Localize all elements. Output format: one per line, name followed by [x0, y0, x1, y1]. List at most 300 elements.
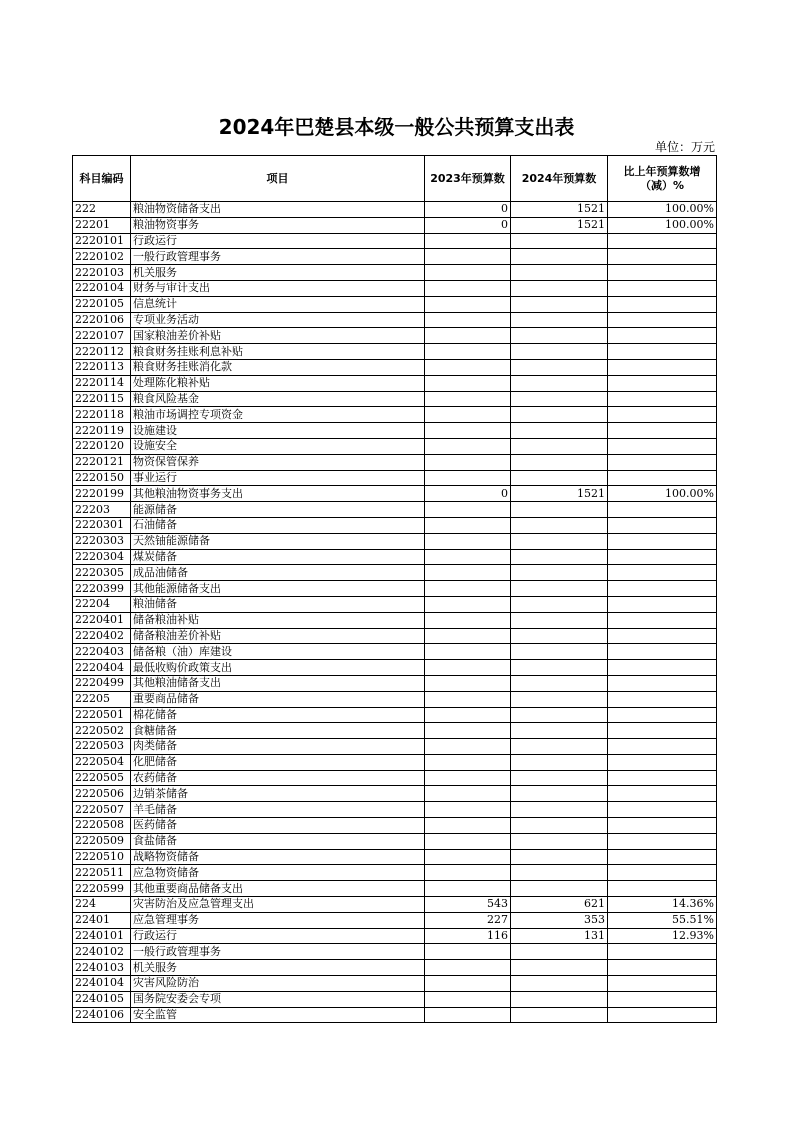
cell-item-name: 机关服务 — [131, 960, 425, 976]
cell-budget-2024 — [511, 612, 608, 628]
table-row — [73, 502, 717, 518]
table-row — [73, 202, 717, 218]
cell-budget-2024 — [511, 596, 608, 612]
table-row — [73, 391, 717, 407]
table-row — [73, 865, 717, 881]
cell-budget-2023 — [425, 423, 511, 439]
cell-change-pct — [608, 312, 717, 328]
cell-budget-2024: 1521 — [511, 202, 608, 218]
cell-budget-2024 — [511, 991, 608, 1007]
table-row — [73, 280, 717, 296]
table-row — [73, 375, 717, 391]
unit-label: 单位：万元 — [654, 140, 715, 154]
cell-code: 2220114 — [73, 375, 131, 391]
table-row — [73, 960, 717, 976]
cell-item-name: 食盐储备 — [131, 833, 425, 849]
cell-item-name: 粮食财务挂账利息补贴 — [131, 344, 425, 360]
cell-code: 2220104 — [73, 280, 131, 296]
cell-change-pct — [608, 1007, 717, 1023]
cell-change-pct — [608, 976, 717, 992]
cell-budget-2024 — [511, 328, 608, 344]
cell-budget-2024 — [511, 502, 608, 518]
cell-item-name: 设施安全 — [131, 438, 425, 454]
cell-budget-2023 — [425, 644, 511, 660]
table-row — [73, 407, 717, 423]
cell-item-name: 财务与审计支出 — [131, 280, 425, 296]
table-row — [73, 233, 717, 249]
cell-budget-2023 — [425, 549, 511, 565]
table-row — [73, 628, 717, 644]
cell-budget-2024 — [511, 833, 608, 849]
cell-code: 2220506 — [73, 786, 131, 802]
header-code: 科目编码 — [73, 156, 131, 202]
cell-code: 2220118 — [73, 407, 131, 423]
cell-change-pct: 100.00% — [608, 486, 717, 502]
cell-change-pct — [608, 691, 717, 707]
cell-item-name: 安全监管 — [131, 1007, 425, 1023]
cell-budget-2024 — [511, 1007, 608, 1023]
cell-budget-2023 — [425, 1007, 511, 1023]
cell-budget-2024 — [511, 675, 608, 691]
cell-code: 2220150 — [73, 470, 131, 486]
header-item: 项目 — [131, 156, 425, 202]
cell-item-name: 储备粮油差价补贴 — [131, 628, 425, 644]
cell-budget-2023 — [425, 296, 511, 312]
table-row — [73, 754, 717, 770]
cell-change-pct — [608, 423, 717, 439]
cell-budget-2024 — [511, 802, 608, 818]
cell-code: 2220119 — [73, 423, 131, 439]
cell-code: 2220120 — [73, 438, 131, 454]
cell-budget-2024 — [511, 707, 608, 723]
cell-item-name: 国家粮油差价补贴 — [131, 328, 425, 344]
cell-change-pct — [608, 960, 717, 976]
cell-item-name: 肉类储备 — [131, 739, 425, 755]
cell-item-name: 化肥储备 — [131, 754, 425, 770]
cell-budget-2024 — [511, 265, 608, 281]
cell-budget-2023 — [425, 802, 511, 818]
cell-item-name: 棉花储备 — [131, 707, 425, 723]
cell-code: 2220107 — [73, 328, 131, 344]
cell-budget-2024 — [511, 233, 608, 249]
cell-item-name: 灾害防治及应急管理支出 — [131, 897, 425, 913]
cell-item-name: 其他重要商品储备支出 — [131, 881, 425, 897]
cell-budget-2024 — [511, 865, 608, 881]
cell-budget-2024 — [511, 359, 608, 375]
cell-budget-2024 — [511, 660, 608, 676]
cell-change-pct — [608, 438, 717, 454]
cell-code: 2220106 — [73, 312, 131, 328]
cell-code: 2220401 — [73, 612, 131, 628]
table-row — [73, 802, 717, 818]
table-body — [73, 202, 717, 1023]
cell-budget-2024 — [511, 423, 608, 439]
cell-budget-2023 — [425, 723, 511, 739]
cell-code: 2220505 — [73, 770, 131, 786]
cell-budget-2024 — [511, 391, 608, 407]
cell-code: 2220502 — [73, 723, 131, 739]
cell-item-name: 事业运行 — [131, 470, 425, 486]
cell-budget-2024 — [511, 723, 608, 739]
cell-budget-2023 — [425, 375, 511, 391]
cell-item-name: 粮油物资事务 — [131, 217, 425, 233]
cell-item-name: 粮油储备 — [131, 596, 425, 612]
cell-code: 2220403 — [73, 644, 131, 660]
table-row — [73, 881, 717, 897]
table-row — [73, 533, 717, 549]
cell-item-name: 食糖储备 — [131, 723, 425, 739]
cell-change-pct: 14.36% — [608, 897, 717, 913]
cell-item-name: 行政运行 — [131, 233, 425, 249]
cell-item-name: 处理陈化粮补贴 — [131, 375, 425, 391]
cell-budget-2024 — [511, 344, 608, 360]
table-row — [73, 1007, 717, 1023]
cell-change-pct — [608, 233, 717, 249]
cell-code: 2240102 — [73, 944, 131, 960]
cell-budget-2024 — [511, 849, 608, 865]
cell-change-pct — [608, 454, 717, 470]
cell-budget-2023 — [425, 991, 511, 1007]
cell-budget-2024: 1521 — [511, 217, 608, 233]
table-row — [73, 707, 717, 723]
cell-item-name: 储备粮（油）库建设 — [131, 644, 425, 660]
cell-budget-2023 — [425, 565, 511, 581]
cell-budget-2024 — [511, 454, 608, 470]
cell-code: 224 — [73, 897, 131, 913]
cell-code: 2220112 — [73, 344, 131, 360]
cell-budget-2023 — [425, 770, 511, 786]
cell-item-name: 粮食风险基金 — [131, 391, 425, 407]
cell-budget-2023 — [425, 596, 511, 612]
cell-budget-2024 — [511, 881, 608, 897]
cell-change-pct — [608, 407, 717, 423]
cell-change-pct — [608, 644, 717, 660]
cell-budget-2023 — [425, 960, 511, 976]
cell-item-name: 储备粮油补贴 — [131, 612, 425, 628]
cell-budget-2023 — [425, 612, 511, 628]
cell-change-pct: 100.00% — [608, 202, 717, 218]
cell-item-name: 粮食财务挂账消化款 — [131, 359, 425, 375]
cell-code: 2220510 — [73, 849, 131, 865]
table-row — [73, 454, 717, 470]
cell-code: 2220402 — [73, 628, 131, 644]
cell-code: 2240103 — [73, 960, 131, 976]
cell-item-name: 设施建设 — [131, 423, 425, 439]
cell-item-name: 国务院安委会专项 — [131, 991, 425, 1007]
cell-code: 2220599 — [73, 881, 131, 897]
cell-code: 22203 — [73, 502, 131, 518]
table-row — [73, 944, 717, 960]
cell-change-pct — [608, 296, 717, 312]
cell-code: 2220508 — [73, 818, 131, 834]
table-row — [73, 296, 717, 312]
cell-budget-2024 — [511, 786, 608, 802]
cell-budget-2024 — [511, 628, 608, 644]
table-row — [73, 849, 717, 865]
cell-item-name: 煤炭储备 — [131, 549, 425, 565]
cell-budget-2023 — [425, 628, 511, 644]
cell-change-pct — [608, 533, 717, 549]
cell-budget-2024 — [511, 691, 608, 707]
cell-item-name: 专项业务活动 — [131, 312, 425, 328]
cell-change-pct — [608, 739, 717, 755]
cell-item-name: 能源储备 — [131, 502, 425, 518]
cell-item-name: 成品油储备 — [131, 565, 425, 581]
cell-code: 2220303 — [73, 533, 131, 549]
cell-code: 2220503 — [73, 739, 131, 755]
header-budget-2024: 2024年预算数 — [511, 156, 608, 202]
cell-change-pct — [608, 265, 717, 281]
cell-change-pct — [608, 391, 717, 407]
cell-code: 22204 — [73, 596, 131, 612]
table-row — [73, 438, 717, 454]
cell-budget-2024 — [511, 375, 608, 391]
table-row — [73, 359, 717, 375]
cell-budget-2024 — [511, 818, 608, 834]
cell-budget-2024 — [511, 754, 608, 770]
cell-change-pct: 12.93% — [608, 928, 717, 944]
cell-budget-2024 — [511, 960, 608, 976]
cell-budget-2023 — [425, 660, 511, 676]
cell-code: 2220305 — [73, 565, 131, 581]
cell-budget-2023: 227 — [425, 912, 511, 928]
cell-code: 2220115 — [73, 391, 131, 407]
cell-budget-2023 — [425, 517, 511, 533]
cell-change-pct — [608, 660, 717, 676]
cell-code: 2220304 — [73, 549, 131, 565]
cell-budget-2024: 1521 — [511, 486, 608, 502]
cell-budget-2024: 131 — [511, 928, 608, 944]
cell-code: 2220404 — [73, 660, 131, 676]
cell-change-pct — [608, 596, 717, 612]
table-row — [73, 818, 717, 834]
cell-budget-2023 — [425, 344, 511, 360]
table-row — [73, 612, 717, 628]
cell-item-name: 其他粮油储备支出 — [131, 675, 425, 691]
cell-code: 2220301 — [73, 517, 131, 533]
cell-budget-2023: 0 — [425, 486, 511, 502]
cell-change-pct — [608, 849, 717, 865]
table-row — [73, 928, 717, 944]
cell-change-pct — [608, 723, 717, 739]
cell-item-name: 天然铀能源储备 — [131, 533, 425, 549]
cell-code: 2220511 — [73, 865, 131, 881]
cell-code: 2220199 — [73, 486, 131, 502]
cell-budget-2023 — [425, 249, 511, 265]
cell-code: 2220105 — [73, 296, 131, 312]
table-row — [73, 691, 717, 707]
table-row — [73, 344, 717, 360]
cell-change-pct — [608, 502, 717, 518]
cell-budget-2023 — [425, 691, 511, 707]
table-row — [73, 976, 717, 992]
cell-budget-2023: 0 — [425, 217, 511, 233]
page-title: 2024年巴楚县本级一般公共预算支出表 — [218, 115, 575, 139]
cell-budget-2023 — [425, 833, 511, 849]
budget-table — [72, 155, 717, 1023]
cell-budget-2024 — [511, 581, 608, 597]
cell-budget-2023 — [425, 754, 511, 770]
table-row — [73, 660, 717, 676]
cell-budget-2023 — [425, 470, 511, 486]
cell-item-name: 石油储备 — [131, 517, 425, 533]
cell-change-pct — [608, 565, 717, 581]
cell-change-pct — [608, 675, 717, 691]
cell-code: 2220102 — [73, 249, 131, 265]
cell-budget-2023 — [425, 533, 511, 549]
table-row — [73, 470, 717, 486]
table-row — [73, 549, 717, 565]
cell-code: 2240105 — [73, 991, 131, 1007]
cell-change-pct — [608, 280, 717, 296]
table-row — [73, 217, 717, 233]
cell-code: 2240101 — [73, 928, 131, 944]
cell-budget-2023: 0 — [425, 202, 511, 218]
cell-code: 2220399 — [73, 581, 131, 597]
cell-budget-2024 — [511, 249, 608, 265]
cell-budget-2023 — [425, 881, 511, 897]
cell-code: 2240104 — [73, 976, 131, 992]
cell-change-pct — [608, 517, 717, 533]
table-row — [73, 486, 717, 502]
cell-budget-2023 — [425, 786, 511, 802]
cell-budget-2024 — [511, 296, 608, 312]
cell-item-name: 重要商品储备 — [131, 691, 425, 707]
cell-budget-2024 — [511, 770, 608, 786]
cell-budget-2023 — [425, 675, 511, 691]
cell-change-pct — [608, 770, 717, 786]
cell-code: 2220507 — [73, 802, 131, 818]
cell-budget-2024 — [511, 517, 608, 533]
cell-item-name: 行政运行 — [131, 928, 425, 944]
cell-code: 2220101 — [73, 233, 131, 249]
cell-budget-2023: 116 — [425, 928, 511, 944]
cell-budget-2023 — [425, 265, 511, 281]
cell-budget-2023 — [425, 328, 511, 344]
cell-item-name: 一般行政管理事务 — [131, 944, 425, 960]
cell-change-pct — [608, 754, 717, 770]
table-row — [73, 675, 717, 691]
cell-item-name: 粮油物资储备支出 — [131, 202, 425, 218]
cell-change-pct: 100.00% — [608, 217, 717, 233]
cell-change-pct — [608, 344, 717, 360]
cell-budget-2023 — [425, 739, 511, 755]
cell-budget-2024 — [511, 565, 608, 581]
cell-change-pct — [608, 328, 717, 344]
cell-code: 22205 — [73, 691, 131, 707]
cell-change-pct — [608, 881, 717, 897]
cell-code: 2240106 — [73, 1007, 131, 1023]
cell-budget-2024 — [511, 280, 608, 296]
cell-code: 22401 — [73, 912, 131, 928]
header-change-pct: 比上年预算数增（减）% — [608, 156, 717, 202]
cell-code: 2220501 — [73, 707, 131, 723]
cell-budget-2024: 353 — [511, 912, 608, 928]
cell-item-name: 机关服务 — [131, 265, 425, 281]
cell-item-name: 农药储备 — [131, 770, 425, 786]
table-row — [73, 517, 717, 533]
cell-item-name: 应急管理事务 — [131, 912, 425, 928]
cell-change-pct — [608, 628, 717, 644]
cell-budget-2024 — [511, 644, 608, 660]
table-row — [73, 249, 717, 265]
cell-change-pct — [608, 249, 717, 265]
cell-budget-2024 — [511, 470, 608, 486]
cell-budget-2023 — [425, 502, 511, 518]
cell-code: 2220509 — [73, 833, 131, 849]
cell-budget-2023 — [425, 438, 511, 454]
cell-budget-2024 — [511, 549, 608, 565]
table-row — [73, 596, 717, 612]
cell-code: 2220113 — [73, 359, 131, 375]
cell-budget-2023 — [425, 312, 511, 328]
cell-code: 2220499 — [73, 675, 131, 691]
cell-item-name: 粮油市场调控专项资金 — [131, 407, 425, 423]
cell-budget-2023: 543 — [425, 897, 511, 913]
cell-change-pct — [608, 865, 717, 881]
cell-item-name: 物资保管保养 — [131, 454, 425, 470]
cell-item-name: 其他粮油物资事务支出 — [131, 486, 425, 502]
cell-code: 2220504 — [73, 754, 131, 770]
cell-budget-2023 — [425, 391, 511, 407]
cell-budget-2023 — [425, 944, 511, 960]
cell-change-pct — [608, 786, 717, 802]
cell-budget-2024 — [511, 312, 608, 328]
table-row — [73, 581, 717, 597]
table-row — [73, 328, 717, 344]
cell-change-pct — [608, 818, 717, 834]
cell-item-name: 羊毛储备 — [131, 802, 425, 818]
cell-change-pct — [608, 707, 717, 723]
cell-budget-2024 — [511, 438, 608, 454]
cell-budget-2024 — [511, 407, 608, 423]
cell-item-name: 一般行政管理事务 — [131, 249, 425, 265]
cell-budget-2024: 621 — [511, 897, 608, 913]
cell-item-name: 最低收购价政策支出 — [131, 660, 425, 676]
table-row — [73, 991, 717, 1007]
table-row — [73, 565, 717, 581]
cell-code: 22201 — [73, 217, 131, 233]
cell-budget-2023 — [425, 865, 511, 881]
table-row — [73, 833, 717, 849]
cell-budget-2023 — [425, 849, 511, 865]
cell-change-pct — [608, 991, 717, 1007]
cell-budget-2024 — [511, 976, 608, 992]
table-row — [73, 739, 717, 755]
cell-change-pct — [608, 375, 717, 391]
cell-change-pct — [608, 470, 717, 486]
cell-item-name: 医药储备 — [131, 818, 425, 834]
cell-change-pct — [608, 359, 717, 375]
cell-code: 2220121 — [73, 454, 131, 470]
cell-budget-2023 — [425, 707, 511, 723]
cell-change-pct — [608, 549, 717, 565]
cell-change-pct — [608, 612, 717, 628]
cell-item-name: 其他能源储备支出 — [131, 581, 425, 597]
table-row — [73, 723, 717, 739]
table-row — [73, 786, 717, 802]
cell-item-name: 边销茶储备 — [131, 786, 425, 802]
cell-budget-2024 — [511, 944, 608, 960]
cell-budget-2024 — [511, 739, 608, 755]
cell-change-pct — [608, 802, 717, 818]
cell-budget-2024 — [511, 533, 608, 549]
cell-item-name: 战略物资储备 — [131, 849, 425, 865]
cell-budget-2023 — [425, 818, 511, 834]
cell-change-pct — [608, 833, 717, 849]
cell-budget-2023 — [425, 359, 511, 375]
cell-budget-2023 — [425, 407, 511, 423]
